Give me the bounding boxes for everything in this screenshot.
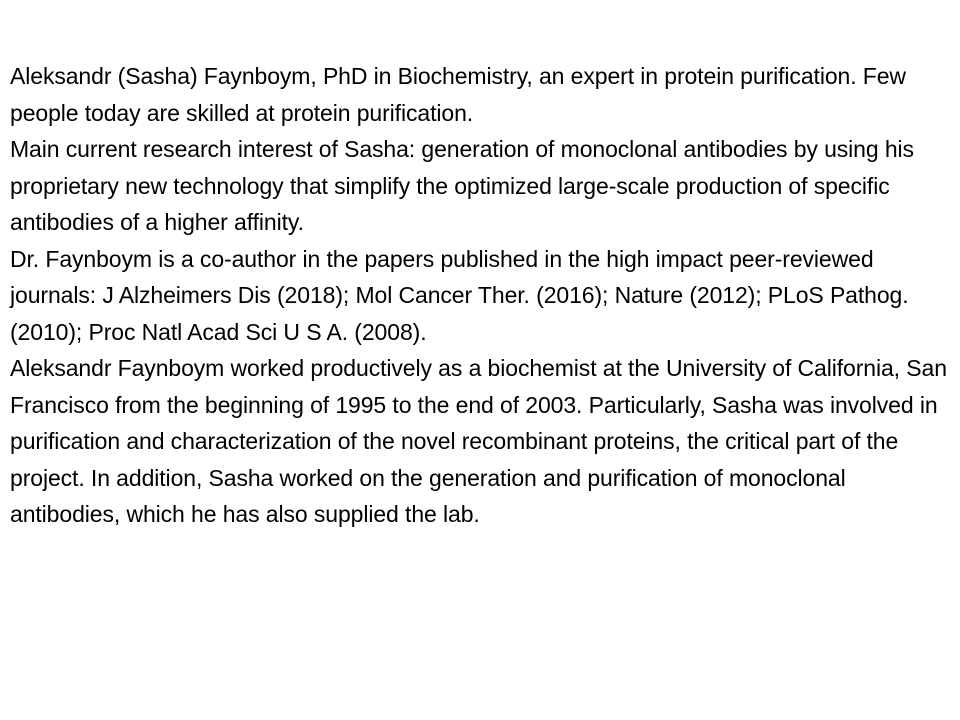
bio-paragraph-research-interest: Main current research interest of Sasha: generation of monoclonal antibodies by using his proprietary new technology that simplify the optimized large-scale production of specific antibodies of a higher affinity.: [10, 136, 914, 235]
bio-paragraph-publications: Dr. Faynboym is a co-author in the papers published in the high impact peer-reviewed journals: J Alzheimers Dis (2018); Mol Cancer Ther. (2016); Nature (2012); PLoS Pathog. (2010); Proc Natl Acad Sci U S A. (2008).: [10, 245, 909, 345]
bio-text-block: [10, 58, 955, 533]
bio-paragraph-employment: Aleksandr Faynboym worked productively as a biochemist at the University of California, San Francisco from the beginning of 1995 to the end of 2003. Particularly, Sasha was involved in purification and characterization of the novel recombinant proteins, the critical part of the project. In addition, Sasha worked on the generation and purification of monoclonal antibodies, which he has also supplied the lab.: [10, 355, 947, 527]
bio-paragraph-intro: Aleksandr (Sasha) Faynboym, PhD in Biochemistry, an expert in protein purification. Few people today are skilled at protein purification.: [10, 63, 906, 126]
